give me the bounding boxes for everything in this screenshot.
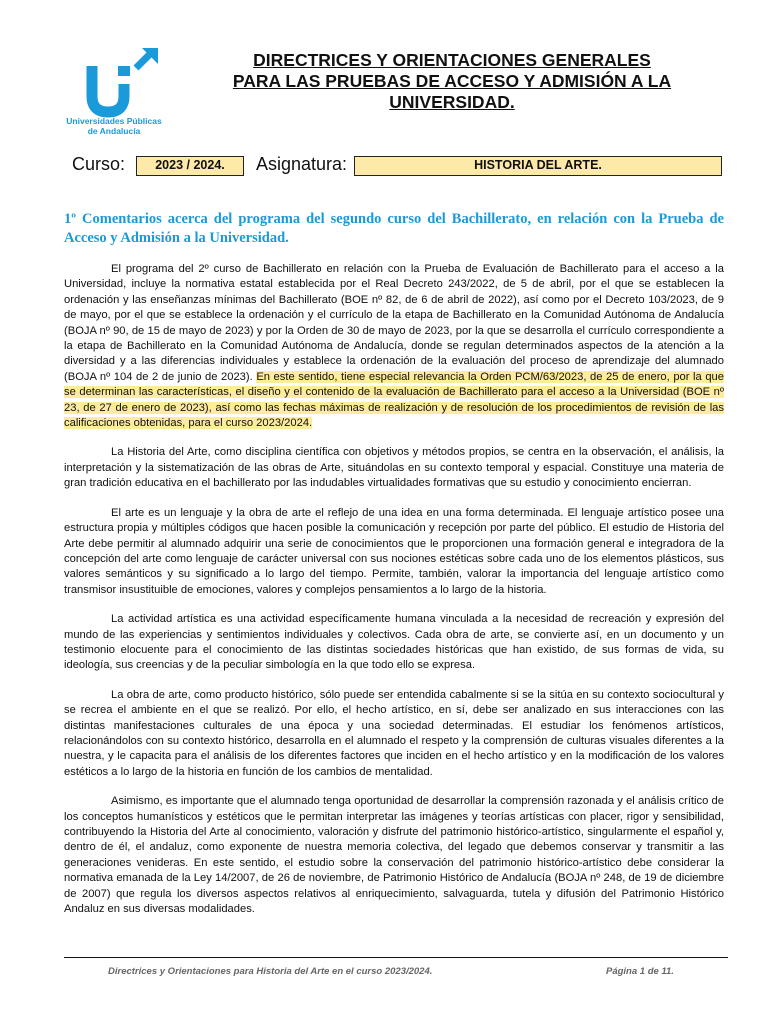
footer-document-name: Directrices y Orientaciones para Historia del Arte en el curso 2023/2024. xyxy=(108,966,433,977)
paragraph-4: La actividad artística es una actividad específicamente humana vinculada a la necesidad de recreación y expresión del mundo de las experiencias y sentimientos individuales y colectivos. Cada obra de arte, se convierte así, en un documento y un testimonio elocuente para el conocimiento de las distintas sociedades históricas que han existido, de sus formas de vida, su ideología, sus creencias y de la peculiar simbología en la que todo ello se expresa. xyxy=(64,613,724,672)
asignatura-label: Asignatura: xyxy=(256,154,348,174)
curso-value: 2023 / 2024. xyxy=(136,156,244,176)
paragraph-2: La Historia del Arte, como disciplina científica con objetivos y métodos propios, se centra en la observación, el análisis, la interpretación y la sistematización de las obras de Arte, situándolas en su contexto temporal y espacial. Constituye una materia de gran tradición educativa en el bachillerato por las indudables virtualidades formativas que su estudio y conocimiento encierran. xyxy=(64,446,724,490)
curso-label: Curso: xyxy=(72,154,126,174)
title-line-3: UNIVERSIDAD. xyxy=(389,92,515,112)
document-body xyxy=(64,262,724,931)
logo-caption xyxy=(58,116,170,136)
paragraph-6: Asimismo, es importante que el alumnado tenga oportunidad de desarrollar la comprensión razonada y el análisis crítico de los conceptos humanísticos y estéticos que le permitan interpretar las imágenes y teorías artísticas con placer, rigor y sensibilidad, contribuyendo la Historia del Arte al conocimiento, valoración y disfrute del patrimonio histórico-artístico, singularmente el español y, dentro de él, el andaluz, como exponente de nuestra memoria colectiva, del legado que debemos conservar y transmitir a las generaciones venideras. En este sentido, el estudio sobre la conservación del patrimonio histórico-artístico debe considerar la normativa emanada de la Ley 14/2007, de 26 de noviembre, de Patrimonio Histórico de Andalucía (BOJA nº 248, de 19 de diciembre de 2007) que regula los diversos aspectos relativos al enriquecimiento, salvaguarda, tutela y difusión del Patrimonio Histórico Andaluz en sus diversas modalidades. xyxy=(64,795,724,916)
paragraph-1-text: El programa del 2º curso de Bachillerato en relación con la Prueba de Evaluación de Bachillerato para el acceso a la Universidad, incluye la normativa estatal establecida por el Real Decreto 243/2022, de 5 de abril, por el que se establecen la ordenación y las enseñanzas mínimas del Bachillerato (BOE nº 82, de 6 de abril de 2022), así como por el Decreto 103/2023, de 9 de mayo, por el que se establece la ordenación y el currículo de la etapa de Bachillerato en la Comunidad Autónoma de Andalucía (BOJA nº 90, de 15 de mayo de 2023) y por la Orden de 30 de mayo de 2023, por la que se desarrolla el currículo correspondiente a la etapa de Bachillerato en la Comunidad Autónoma de Andalucía, donde se regulan determinados aspectos de la atención a la diversidad y a las diferencias individuales y establece la ordenación de la evaluación del proceso de aprendizaje del alumnado (BOJA nº 104 de 2 de junio de 2023). xyxy=(64,263,724,383)
logo-line-2: de Andalucía xyxy=(87,126,141,136)
asignatura-value: HISTORIA DEL ARTE. xyxy=(354,156,722,176)
paragraph-5: La obra de arte, como producto histórico, sólo puede ser entendida cabalmente si se la sitúa en su contexto sociocultural y se recrea el ambiente en el que se realizó. Por ello, el hecho artístico, en sí, debe ser analizado en sus interacciones con las distintas manifestaciones culturales de una época y una sociedad determinadas. El estudiar los fenómenos artísticos, relacionándolos con su contexto histórico, desarrolla en el alumnado el respeto y la comprensión de culturas visuales diferentes a la nuestra, y le capacita para el análisis de los diferentes factores que inciden en el hecho artístico y en la modificación de los valores estéticos a lo largo de la historia en función de los cambios de mentalidad. xyxy=(64,688,724,778)
footer-page-number: Página 1 de 11. xyxy=(606,966,674,977)
title-line-2: PARA LAS PRUEBAS DE ACCESO Y ADMISIÓN A LA xyxy=(232,71,672,91)
logo-line-1: Universidades Públicas xyxy=(66,116,162,126)
footer-divider xyxy=(64,957,728,958)
paragraph-1 xyxy=(64,262,724,431)
document-title xyxy=(196,50,708,113)
paragraph-3: El arte es un lenguaje y la obra de arte el reflejo de una idea en una forma determinada. El lenguaje artístico posee una estructura propia y múltiples códigos que hacen posible la comunicación y recepción por parte del público. El estudio de Historia del Arte debe permitir al alumnado adquirir una serie de conocimientos que le proporcionen una formación general e integradora de la concepción del arte como lenguaje de carácter universal con sus nociones estéticas sobre cada uno de los elementos plásticos, sus valores semánticos y su significado a lo largo del tiempo. Permite, también, valorar la importancia del lenguaje artístico como transmisor insustituible de emociones, valores y complejos pensamientos a lo largo de la historia. xyxy=(64,506,724,596)
highlighted-text: En este sentido, tiene especial relevancia la Orden PCM/63/2023, de 25 de enero, por la que se determinan las características, el diseño y el contenido de la evaluación de Bachillerato para el acceso a la Universidad (BOE nº 23, de 27 de enero de 2023), así como las fechas máximas de realización y de resolución de los procedimientos de revisión de las calificaciones obtenidas, para el curso 2023/2024. xyxy=(64,370,724,430)
section-heading: 1º Comentarios acerca del programa del segundo curso del Bachillerato, en relación con la Prueba de Acceso y Admisión a la Universidad. xyxy=(64,211,724,246)
title-line-1: DIRECTRICES Y ORIENTACIONES GENERALES xyxy=(253,50,651,70)
